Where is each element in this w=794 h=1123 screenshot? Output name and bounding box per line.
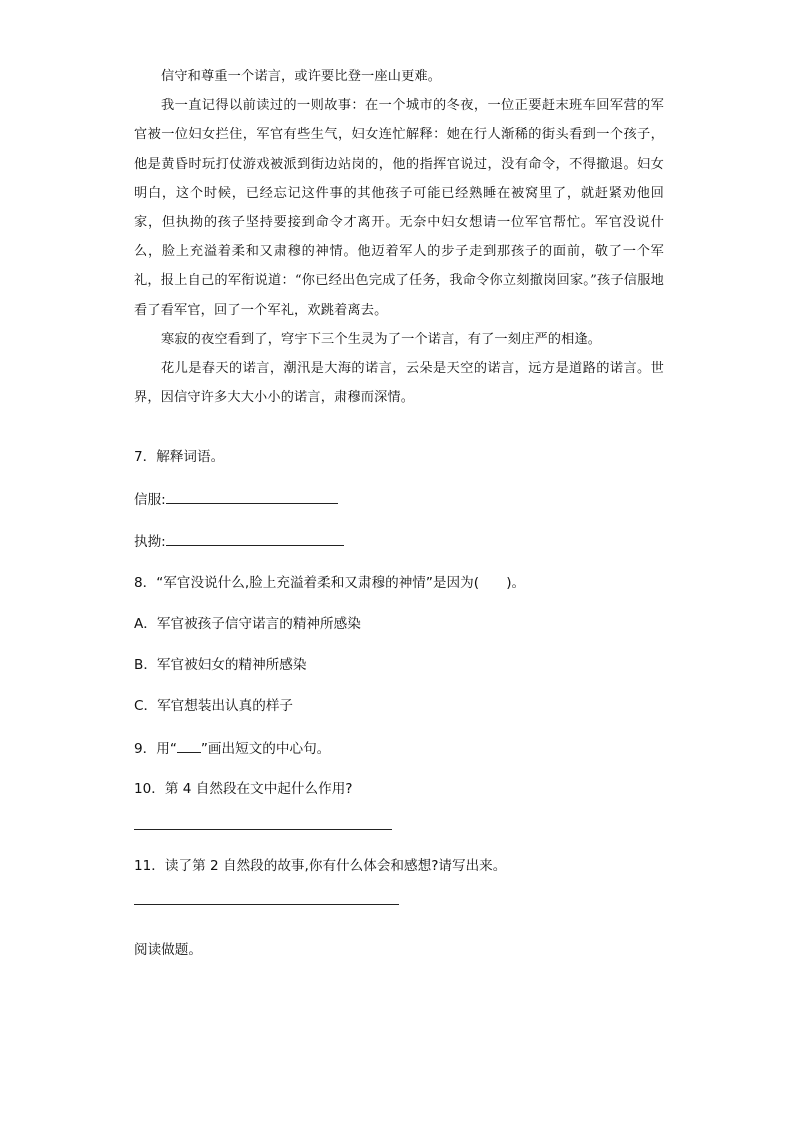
q9-prefix: 9．用“ [134, 741, 177, 757]
passage-paragraph-2: 我一直记得以前读过的一则故事：在一个城市的冬夜，一位正要赶末班车回军营的军官被一位妇女拦住，军官有些生气，妇女连忙解释：她在行人渐稀的街头看到一个孩子，他是黄昏时玩打仗游戏被派到街边站岗的，他的指挥官说过，没有命令，不得撤退。妇女明白，这个时候，已经忘记这件事的其他孩子可能已经熟睡在被窝里了，就赶紧劝他回家，但执拗的孩子坚持要接到命令才离开。无奈中妇女想请一位军官帮忙。军官没说什么，脸上充溢着柔和又肃穆的神情。他迈着军人的步子走到那孩子的面前，敬了一个军礼，报上自己的军衔说道：“你已经出色完成了任务，我命令你立刻撤岗回家。”孩子信服地看了看军官，回了一个军礼，欢跳着离去。 [134, 98, 664, 318]
q7-term-label: 执拗: [134, 534, 166, 550]
q7-term-zhiniu [134, 531, 344, 552]
question-11: 11．读了第 2 自然段的故事,你有什么体会和感想?请写出来。 [134, 858, 507, 874]
q10-answer-line[interactable] [134, 829, 392, 830]
question-8: 8．“军官没说什么,脸上充溢着柔和又肃穆的神情”是因为( )。 [134, 575, 526, 591]
q11-answer-line[interactable] [134, 904, 399, 905]
q8-option-a[interactable]: A．军官被孩子信守诺言的精神所感染 [134, 616, 361, 632]
q8-option-b[interactable]: B．军官被妇女的精神所感染 [134, 657, 307, 673]
passage-paragraph-4: 花儿是春天的诺言，潮汛是大海的诺言，云朵是天空的诺言，远方是道路的诺言。世界，因信守许多大大小小的诺言，肃穆而深情。 [134, 361, 664, 406]
next-section-heading: 阅读做题。 [134, 942, 202, 958]
reading-passage [134, 62, 664, 412]
passage-paragraph-3: 寒寂的夜空看到了，穹宇下三个生灵为了一个诺言，有了一刻庄严的相逢。 [161, 331, 602, 347]
q7-term-label: 信服: [134, 492, 166, 508]
q9-suffix: ”画出短文的中心句。 [200, 741, 331, 757]
q9-underline-sample [177, 738, 201, 753]
question-10: 10．第 4 自然段在文中起什么作用? [134, 781, 353, 797]
question-9 [134, 738, 330, 759]
question-7: 7．解释词语。 [134, 449, 225, 465]
q7-blank-2[interactable] [166, 531, 344, 546]
passage-paragraph-1: 信守和尊重一个诺言，或许要比登一座山更难。 [161, 69, 442, 84]
q8-option-c[interactable]: C．军官想装出认真的样子 [134, 698, 294, 714]
q7-blank-1[interactable] [166, 489, 338, 504]
q7-term-xinfu [134, 489, 338, 510]
